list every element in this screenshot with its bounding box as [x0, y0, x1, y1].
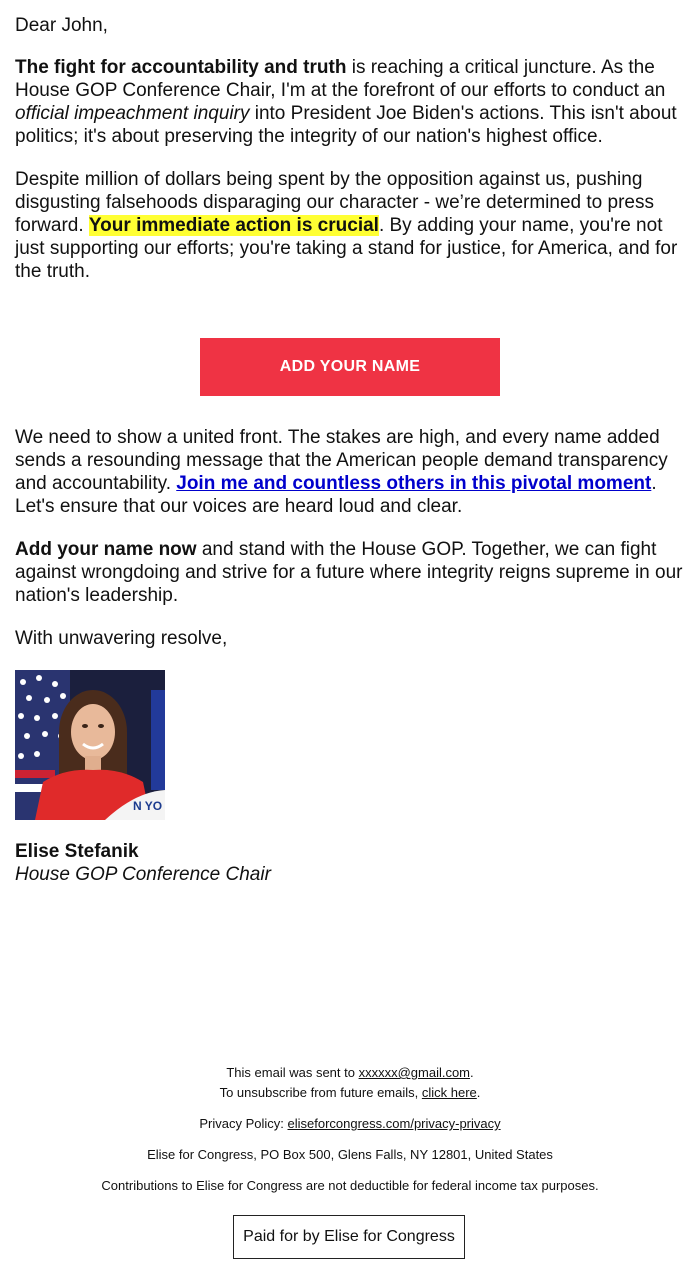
svg-text:N YO: N YO — [133, 799, 163, 813]
closing-line: With unwavering resolve, — [15, 628, 228, 649]
privacy-line: Privacy Policy: eliseforcongress.com/privacy-privacy — [199, 1116, 501, 1131]
contributions-disclaimer: Contributions to Elise for Congress are not deductible for federal income tax purposes. — [101, 1178, 599, 1193]
email-footer — [0, 1063, 700, 1196]
recipient-email-link[interactable]: xxxxxx@gmail.com — [358, 1065, 471, 1080]
greeting: Dear John, — [15, 15, 108, 36]
signature-block — [15, 840, 271, 886]
paragraph-add-name-now: Add your name now and stand with the House GOP. Together, we can fight against wrongdoing and strive for a future where integrity reigns supreme in our nation's leadership. — [15, 539, 683, 606]
join-me-link[interactable]: Join me and countless others in this pivotal moment — [176, 473, 652, 494]
italic-phrase: official impeachment inquiry — [15, 103, 250, 124]
paragraph-united-front: We need to show a united front. The stakes are high, and every name added sends a resounding message that the American people demand transparency and accountability. Join me and countless others in this pivotal moment. Let's ensure that our voices are heard loud and clear. — [15, 427, 668, 517]
sent-to-line: This email was sent to xxxxxx@gmail.com. — [226, 1065, 474, 1080]
portrait-photo — [15, 670, 165, 820]
cta-container — [200, 338, 500, 396]
bold-lead: The fight for accountability and truth — [15, 57, 347, 78]
add-your-name-button[interactable]: ADD YOUR NAME — [200, 338, 500, 396]
signer-name: Elise Stefanik — [15, 841, 139, 862]
bold-lead-add-name: Add your name now — [15, 539, 197, 560]
email-body — [15, 14, 685, 303]
signer-title: House GOP Conference Chair — [15, 864, 271, 885]
mailing-address: Elise for Congress, PO Box 500, Glens Falls, NY 12801, United States — [147, 1147, 553, 1162]
privacy-policy-link[interactable]: eliseforcongress.com/privacy-privacy — [287, 1116, 501, 1131]
email-body-lower — [15, 426, 685, 670]
paragraph-intro: The fight for accountability and truth is reaching a critical juncture. As the House GOP Conference Chair, I'm at the forefront of our efforts to conduct an official impeachment inquiry into President Joe Biden's actions. This isn't about politics; it's about preserving the integrity of our nation's highest office. — [15, 57, 677, 147]
unsubscribe-line: To unsubscribe from future emails, click here. — [219, 1085, 481, 1100]
unsubscribe-link[interactable]: click here — [421, 1085, 477, 1100]
paragraph-despite: Despite million of dollars being spent by the opposition against us, pushing disgusting falsehoods disparaging our character - we’re determined to press forward. Your immediate action is crucial. By adding your name, you're not just supporting our efforts; you're taking a stand for justice, for America, and for the truth. — [15, 169, 678, 282]
paid-for-box: Paid for by Elise for Congress — [233, 1215, 465, 1259]
highlighted-text: Your immediate action is crucial — [88, 215, 379, 236]
